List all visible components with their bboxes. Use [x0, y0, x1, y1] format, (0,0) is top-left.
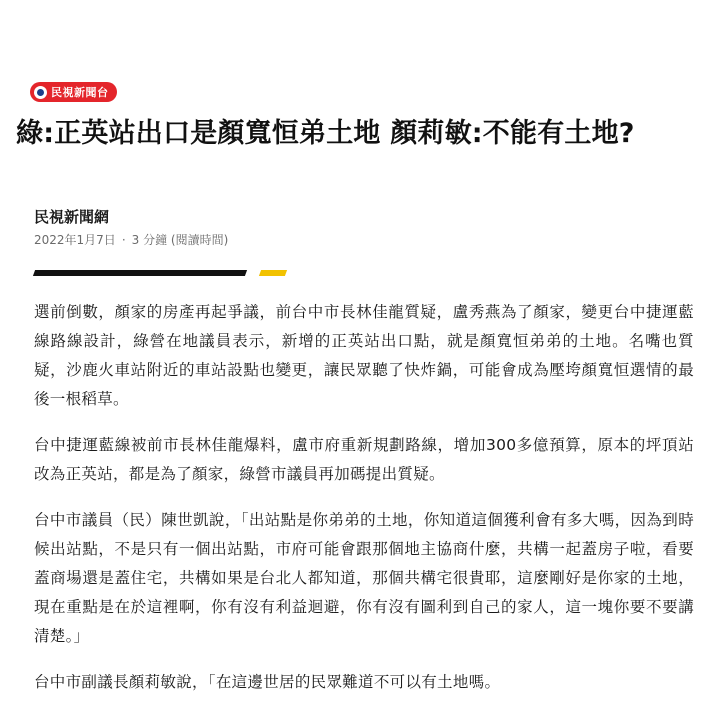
section-divider-accent [259, 270, 287, 276]
article-paragraph: 台中市議員（民）陳世凱說，「出站點是你弟弟的土地，你知道這個獲利會有多大嗎，因為到時候出站點，不是只有一個出站點，市府可能會跟那個地主協商什麼，共構一起蓋房子啦，看要蓋商場還是蓋住宅，共構如果是台北人都知道，那個共構宅很貴耶，這麼剛好是你家的土地，現在重點是在於這裡啊，你有沒有利益迴避，你有沒有圖利到自己的家人，這一塊你要不要講清楚。」 [34, 511, 694, 645]
article-paragraph: 台中市副議長顏莉敏說，「在這邊世居的民眾難道不可以有土地嗎。 [34, 673, 501, 691]
publisher-logo[interactable] [30, 82, 117, 102]
meta-separator: · [121, 233, 126, 247]
read-time: 3 分鐘 (閱讀時間) [131, 233, 229, 247]
article-paragraph: 選前倒數，顏家的房產再起爭議，前台中市長林佳龍質疑，盧秀燕為了顏家，變更台中捷運藍線路線設計，綠營在地議員表示，新增的正英站出口點，就是顏寬恒弟弟的土地。名嘴也質疑，沙鹿火車站附近的車站設點也變更，讓民眾聽了快炸鍋，可能會成為壓垮顏寬恒選情的最後一根稻草。 [34, 303, 694, 408]
article-paragraph: 台中捷運藍線被前市長林佳龍爆料，盧市府重新規劃路線，增加300多億預算，原本的坪頂站改為正英站，都是為了顏家，綠營市議員再加碼提出質疑。 [34, 436, 694, 483]
formosa-tv-logo-icon [34, 86, 47, 99]
article-meta [34, 231, 228, 248]
article-body [34, 298, 694, 714]
article-title: 綠:正英站出口是顏寬恒弟土地 顏莉敏:不能有土地? [16, 118, 635, 149]
section-divider-primary [33, 270, 247, 276]
article-source[interactable]: 民視新聞網 [34, 208, 110, 226]
publish-date: 2022年1月7日 [34, 233, 116, 247]
publisher-logo-text: 民視新聞台 [51, 86, 109, 99]
